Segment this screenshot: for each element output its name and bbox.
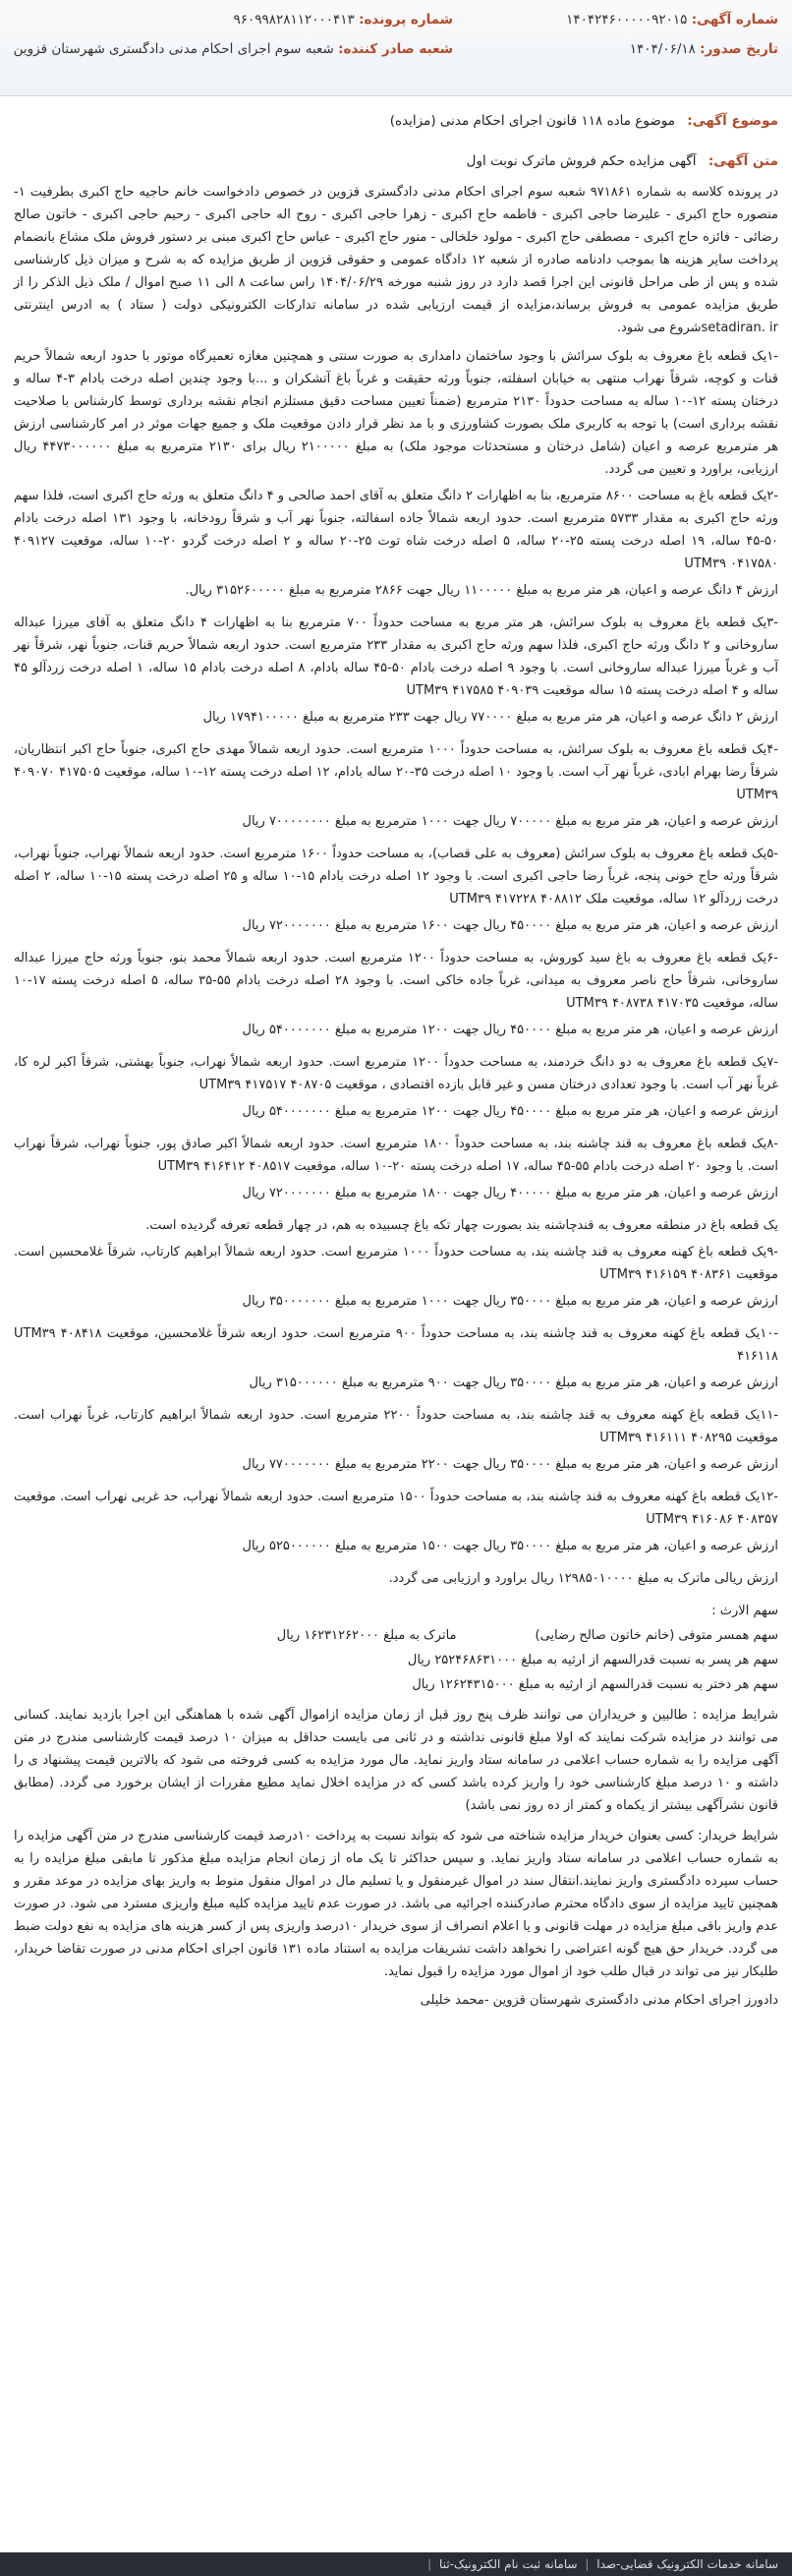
issue-date-value: ۱۴۰۴/۰۶/۱۸ <box>629 41 696 57</box>
footer-links <box>424 2552 778 2576</box>
item-8: -۸یک قطعه باغ معروف به قند چاشنه بند، به مساحت حدوداً ۱۸۰۰ مترمربع است. حدود اربعه شمالاً اکبر صادق پور، جنوباً نهراب، شرقاً نهراب است. با وجود ۲۰ اصله درخت بادام ۵۵-۴۵ ساله، ۱۷ اصله درخت پسته ۲۰-۱۰ ساله، موقعیت ۴۰۸۵۱۷ ۴۱۶۴۱۲ UTM۳۹ <box>14 1137 778 1174</box>
signature: دادورز اجرای احکام مدنی دادگستری شهرستان قزوین -محمد خلیلی <box>420 1993 778 2008</box>
heir-row <box>14 1624 778 1647</box>
auction-conditions: شرایط مزایده : طالبین و خریداران می توانند ظرف پنج روز قبل از زمان مزایده ازاموال آگهی شده با هماهنگی این اجرا بازدید نمایند. کسانی می توانند در مزایده شرکت نمایند که اولا مبلغ قانونی نداشته و در ثانی می بایست حداقل به میزان ۱۰ درصد قیمت کارشناسی مندرج در متن آگهی مزایده را به شماره حساب اعلامی در سامانه ستاد واریز نماید. مال مورد مزایده به کسی فروخته می شود که بالاترین قیمت پیشنهاد ی را داشته و ۱۰ درصد مبلغ کارشناسی خود را واریز کرده باشد کسی که در مزایده اخلال نماید مطیع مقررات از ایشان برخورد می گردد. (مطابق قانون نشرآگهی بیشتر از یکماه و کمتر از ده روز نمی باشد) <box>14 1708 778 1813</box>
footer-separator: | <box>427 2557 432 2571</box>
price-1: ارزش ۴ دانگ عرصه و اعیان، هر متر مربع به مبلغ ۱۱۰۰۰۰۰ ریال جهت ۲۸۶۶ مترمربع به مبلغ ۳۱۵۲۶۰۰۰۰۰ ریال. <box>185 583 778 598</box>
subject-value: موضوع ماده ۱۱۸ قانون اجرای احکام مدنی (مزایده) <box>389 113 675 129</box>
price-6: ارزش عرصه و اعیان، هر متر مربع به مبلغ ۴۵۰۰۰۰ ریال جهت ۱۲۰۰ مترمربع به مبلغ ۵۴۰۰۰۰۰۰۰ ریال <box>242 1104 778 1119</box>
ad-content <box>14 102 778 2012</box>
item-10: -۱۰یک قطعه باغ کهنه معروف به قند چاشنه بند، به مساحت حدوداً ۹۰۰ مترمربع است. حدود اربعه شرقاً غلامحسین، موقعیت ۴۰۸۴۱۸ UTM۳۹ ۴۱۶۱۱۸ <box>14 1326 779 1364</box>
heir-name: سهم همسر متوفی (خانم خاتون صالح رضایی) <box>535 1628 778 1643</box>
item-3: -۳یک قطعه باغ معروف به بلوک سرائش، هر متر مربع به مساحت حدوداً ۷۰۰ مترمربع بنا به اظهارات ۴ دانگ متعلق به آقای میرزا عبداله ساروخانی و ۲ دانگ ورثه حاج اکبری، فلذا سهم ورثه حاج اکبری به مقدار ۲۳۳ مترمربع است. حدود اربعه شمالاً حریم قنات، جنوباً نهر، شرقاً نهر آب و غرباً میرزا عبداله ساروخانی است. با وجود ۹ اصله درخت بادام ۵۰-۴۵ ساله بادام، ۸ اصله درخت بادام ۱۵ ساله، ۱ اصله درخت زردآلو ۴۵ ساله و ۴ اصله درخت پسته ۱۵ ساله موقعیت ۴۰۹۰۳۹ ۴۱۷۵۸۵ UTM۳۹ <box>14 615 779 698</box>
case-number-value: ۹۶۰۹۹۸۲۸۱۱۲۰۰۰۴۱۳ <box>233 12 355 28</box>
heirs-title: سهم الارث : <box>711 1604 778 1618</box>
subject <box>14 110 778 133</box>
heir-name: سهم هر دختر به نسبت قدرالسهم از ارثیه به مبلغ ۱۲۶۲۴۳۱۵۰۰۰ ریال <box>412 1677 778 1692</box>
footer-link-sada[interactable]: سامانه خدمات الکترونیک قضایی-صدا <box>596 2557 778 2571</box>
buyer-conditions: شرایط خریدار: کسی بعنوان خریدار مزایده شناخته می شود که بتواند نسبت به پرداخت ۱۰درصد قیمت کارشناسی مندرج در متن آگهی مزایده را به شماره حساب اعلامی در سامانه ستاد واریز نماید. و سپس حداکثر تا یک ماه از زمان انجام مزایده مبلغ مذکور تا مابقی مبلغ مزایده را به حساب سپرده دادگستری واریز نمایند.انتقال سند در اموال غیرمنقول و یا تسلیم مال در اموال منقول منوط به واریز بهای مزایده در موعد مقرر و همچنین تایید مزایده از سوی دادگاه محترم صادرکننده اجرائیه می باشد. در صورت عدم تایید مزایده کلیه مبلغ واریزی مسترد می شود. در صورت عدم واریز باقی مبلغ مزایده در مهلت قانونی و یا اعلام انصراف از سوی خریدار ۱۰درصد واریزی پس از کسر هزینه های مزایده به نفع دولت ضبط می گردد. خریدار حق هیچ گونه اعتراضی را نخواهد داشت تشریفات مزایده به استناد ماده ۱۳۱ قانون اجرای احکام مدنی در صورت تقاضا خریدار، طلبکار نیز می تواند در قبال طلب خود از اموال مورد مزایده را قبول نماید. <box>14 1829 779 1979</box>
case-number <box>233 10 453 29</box>
price-2: ارزش ۲ دانگ عرصه و اعیان، هر متر مربع به مبلغ ۷۷۰۰۰۰ ریال جهت ۲۳۳ مترمربع به مبلغ ۱۷۹۴۱۰۰۰۰۰ ریال <box>202 710 778 725</box>
item-11: -۱۱یک قطعه باغ کهنه معروف به قند چاشنه بند، به مساحت حدوداً ۲۲۰۰ مترمربع است. حدود اربعه شمالاً ابراهیم کارتاب، غرباً نهراب است. موقعیت ۴۰۸۲۹۵ ۴۱۶۱۱۱ UTM۳۹ <box>14 1408 779 1445</box>
item-9: -۹یک قطعه باغ کهنه معروف به قند چاشنه بند، به مساحت حدوداً ۱۰۰۰ مترمربع است. حدود اربعه شمالاً ابراهیم کارتاب، شرقاً غلامحسین است. موقعیت ۴۰۸۳۶۱ ۴۱۶۱۵۹ UTM۳۹ <box>14 1245 778 1282</box>
heir-row <box>14 1649 778 1671</box>
price-8: ارزش عرصه و اعیان، هر متر مربع به مبلغ ۳۵۰۰۰۰ ریال جهت ۱۰۰۰ مترمربع به مبلغ ۳۵۰۰۰۰۰۰۰ ریال <box>242 1294 778 1309</box>
text-label: متن آگهی: <box>707 153 778 169</box>
price-7: ارزش عرصه و اعیان، هر متر مربع به مبلغ ۴۰۰۰۰۰ ریال جهت ۱۸۰۰ مترمربع به مبلغ ۷۲۰۰۰۰۰۰۰ ریال <box>242 1186 778 1200</box>
ad-header <box>0 0 792 96</box>
ad-number <box>566 10 778 29</box>
intro-paragraph: در پرونده کلاسه به شماره ۹۷۱۸۶۱ شعبه سوم اجرای احکام مدنی دادگستری قزوین در خصوص دادخواست خانم حاجیه حاج اکبری بطرفیت ۱- منصوره حاج اکبری - علیرضا حاجی اکبری - فاطمه حاج اکبری - زهرا حاجی اکبری - روح اله حاجی اکبری - رحیم حاجی اکبری - خاتون صالح رضائی - فائزه حاج اکبری - مصطفی حاج اکبری - مولود خلخالی - منور حاج اکبری - عباس حاج اکبری مبنی بر دستور فروش ملک مشاع بانضمام پرداخت سایر هزینه ها بموجب دادنامه صادره از شعبه ۱۲ دادگاه عمومی و حقوقی قزوین از طریق مزایده که به شرح و میزان ذیل کارشناسی شده و پس از طی مراحل قانونی این اجرا قصد دارد در روز شنبه مورخه ۱۴۰۴/۰۶/۲۹ راس ساعت ۸ الی ۱۱ صبح اموال / ملک ذیل الذکر را از طریق مزایده عمومی به فروش برساند،مزایده از قیمت ارزیابی شده در سامانه تدارکات الکترونیکی دولت ( ستاد ) به ادرس اینترنتی setadiran. irشروع می شود. <box>14 185 779 335</box>
item-5: -۵یک قطعه باغ معروف به بلوک سرائش (معروف به علی قصاب)، به مساحت حدوداً ۱۶۰۰ مترمربع است. حدود اربعه شمالاً نهراب، جنوباً نهراب، شرقاً ورثه حاج خونی پنجه، غرباً رضا حاجی اکبری است. با وجود ۱۲ اصله درخت بادام ۱۵-۱۰ ساله و ۲۵ اصله درخت پسته ۱۵-۱۰ ساله، ۲ اصله درخت زردآلو ۱۲ ساله، موقعیت ملک ۴۰۸۸۱۲ ۴۱۷۲۲۸ UTM۳۹ <box>14 847 779 907</box>
price-5: ارزش عرصه و اعیان، هر متر مربع به مبلغ ۴۵۰۰۰۰ ریال جهت ۱۲۰۰ مترمربع به مبلغ ۵۴۰۰۰۰۰۰۰ ریال <box>242 1023 778 1037</box>
heir-name: سهم هر پسر به نسبت قدرالسهم از ارثیه به مبلغ ۲۵۲۴۶۸۶۳۱۰۰۰ ریال <box>407 1653 778 1668</box>
heir-row <box>14 1673 778 1696</box>
ad-number-value: ۱۴۰۴۲۴۶۰۰۰۰۰۹۲۰۱۵ <box>566 12 688 28</box>
price-9: ارزش عرصه و اعیان، هر متر مربع به مبلغ ۳۵۰۰۰۰ ریال جهت ۹۰۰ مترمربع به مبلغ ۳۱۵۰۰۰۰۰۰ ریال <box>249 1376 778 1390</box>
price-4: ارزش عرصه و اعیان، هر متر مربع به مبلغ ۴۵۰۰۰۰ ریال جهت ۱۶۰۰ مترمربع به مبلغ ۷۲۰۰۰۰۰۰۰ ریال <box>242 918 778 933</box>
item-1: -۱یک قطعه باغ معروف به بلوک سرائش با وجود ساختمان دامداری به صورت سنتی و همچنین مغازه تعمیرگاه موتور با حدود اربعه شمالاً حریم قنات و کوچه، شرقاً نهراب منتهی به خیابان اسفلته، جنوباً ورثه حقیقت و غرباً باغ آتشکران و ...با وجود چندین اصله درخت بادام ۳-۴ ساله و درختان پسته ۱۲-۱۰ ساله به مساحت حدوداً ۲۱۳۰ مترمربع (ضمناً تعیین مساحت دقیق مستلزم انجام نقشه برداری توسط کارشناس با صلاحیت نقشه برداری است) با توجه به کاربری ملک بصورت کشاورزی و با مد نظر قرار دادن موقعیت ملک و جمیع جهات موثر در امر کارشناسی ارزش هر مترمربع عرصه و اعیان (شامل درختان و مستحدثات موجود ملک) به مبلغ ۲۱۰۰۰۰۰ ریال برای ۲۱۳۰ مترمربع به مبلغ ۴۴۷۳۰۰۰۰۰۰ ریال ارزیابی، براورد و تعیین می گردد. <box>14 349 779 477</box>
ad-number-label: شماره آگهی: <box>691 12 778 28</box>
price-11: ارزش عرصه و اعیان، هر متر مربع به مبلغ ۳۵۰۰۰۰ ریال جهت ۱۵۰۰ مترمربع به مبلغ ۵۲۵۰۰۰۰۰۰ ریال <box>242 1539 778 1553</box>
issue-date <box>630 39 778 59</box>
price-3: ارزش عرصه و اعیان، هر متر مربع به مبلغ ۷۰۰۰۰۰ ریال جهت ۱۰۰۰ مترمربع به مبلغ ۷۰۰۰۰۰۰۰۰ ریال <box>242 814 778 829</box>
issuer-label: شعبه صادر کننده: <box>338 41 453 57</box>
issue-date-label: تاریخ صدور: <box>700 41 778 57</box>
text-title: آگهی مزایده حکم فروش ماترک نوبت اول <box>466 153 697 169</box>
issuer-value: شعبه سوم اجرای احکام مدنی دادگستری شهرستان قزوین <box>13 41 334 57</box>
issuer <box>14 39 453 59</box>
site-footer <box>0 2552 792 2576</box>
item-6: -۶یک قطعه باغ معروف به باغ سید کوروش، به مساحت حدوداً ۱۲۰۰ مترمربع است. حدود اربعه شمالاً محمد بنو، جنوباً ورثه حاج میرزا عبداله ساروخانی، شرقاً حاج ناصر معروف به میدانی، غرباً جاده خاکی است. با وجود ۲۸ اصله درخت بادام ۵۵-۳۵ ساله، ۵ اصله درخت پسته ۱۷-۱۰ ساله، موقعیت ۴۱۷۰۳۵ ۴۰۸۷۳۸ UTM۳۹ <box>14 951 778 1011</box>
subject-label: موضوع آگهی: <box>687 113 778 129</box>
text-header <box>14 150 778 173</box>
footer-link-sana[interactable]: سامانه ثبت نام الکترونیک-ثنا <box>439 2557 578 2571</box>
item-12: -۱۲یک قطعه باغ کهنه معروف به قند چاشنه بند، به مساحت حدوداً ۱۵۰۰ مترمربع است. حدود اربعه شمالاً نهراب، حد غربی نهراب است. موقعیت ۴۰۸۳۵۷ UTM۳۹ ۴۱۶۰۸۶ <box>14 1490 778 1527</box>
item-7: -۷یک قطعه باغ معروف به دو دانگ خردمند، به مساحت حدوداً ۱۲۰۰ مترمربع است. حدود اربعه شمالاً نهراب، جنوباً بهشتی، شرقاً اکبر لره کا، غرباً نهر آب است. با وجود تعدادی درختان مسن و غیر قابل بازده اقتصادی ، موقعیت ۴۰۸۷۰۵ UTM۳۹ ۴۱۷۵۱۷ <box>14 1055 778 1092</box>
footer-separator: | <box>585 2557 590 2571</box>
case-number-label: شماره پرونده: <box>359 12 453 28</box>
item-note: یک قطعه باغ در منطقه معروف به قندچاشنه بند بصورت چهار تکه باغ چسبیده به هم، در چهار قطعه تعرفه گردیده است. <box>145 1218 778 1233</box>
heir-amount: ماترک به مبلغ ۱۶۲۳۱۲۶۲۰۰۰ ریال <box>276 1628 457 1643</box>
item-2: -۲یک قطعه باغ به مساحت ۸۶۰۰ مترمربع، بنا به اظهارات ۲ دانگ متعلق به آقای احمد صالحی و ۴ دانگ متعلق به ورثه حاج اکبری است، فلذا سهم ورثه حاج اکبری به مقدار ۵۷۳۳ مترمربع است. حدود اربعه شمالاً جاده اسفالته، جنوباً نهر آب و شرقاً رودخانه، با وجود ۱۳۱ اصله درخت بادام ۵۰-۴۵ ساله، ۱۹ اصله درخت پسته ۲۵-۲۰ ساله، ۵ اصله درخت شاه توت ۲۵-۲۰ ساله و ۲ اصله درخت گردو ۲۰-۱۰ ساله، موقعیت ۴۰۹۱۲۷ ۰۴۱۷۵۸۰ UTM۳۹ <box>14 489 779 571</box>
item-4: -۴یک قطعه باغ معروف به بلوک سرائش، به مساحت حدوداً ۱۰۰۰ مترمربع است. حدود اربعه شمالاً مهدی حاج اکبری، جنوباً حاج اکبر انتظاریان، شرقاً رضا بهرام ابادی، غرباً نهر آب است. با وجود ۱۰ اصله درخت ۳۵-۲۰ ساله بادام، ۱۲ اصله درخت پسته ۱۲-۱۰ ساله، موقعیت ۴۱۷۵۰۵ ۴۰۹۰۷۰ UTM۳۹ <box>14 742 779 802</box>
total-value: ارزش ریالی ماترک به مبلغ ۱۲۹۸۵۰۱۰۰۰۰ ریال براورد و ارزیابی می گردد. <box>388 1571 778 1586</box>
price-10: ارزش عرصه و اعیان، هر متر مربع به مبلغ ۳۵۰۰۰۰ ریال جهت ۲۲۰۰ مترمربع به مبلغ ۷۷۰۰۰۰۰۰۰ ریال <box>242 1457 778 1472</box>
